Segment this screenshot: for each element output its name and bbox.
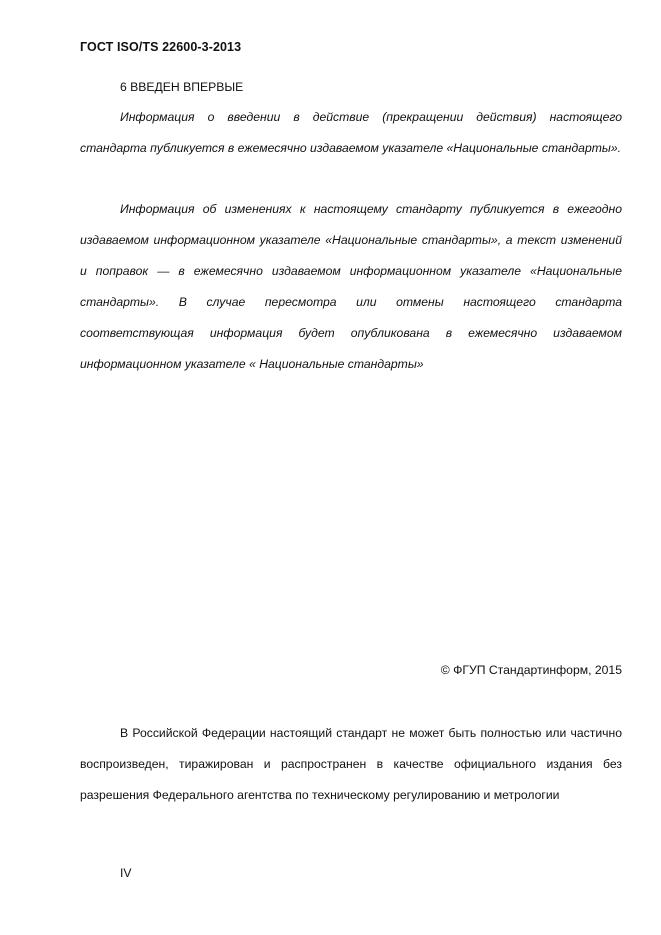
section-title: 6 ВВЕДЕН ВПЕРВЫЕ — [120, 80, 244, 94]
reproduction-notice-text: В Российской Федерации настоящий стандарт не может быть полностью или частично воспроизведен, тиражирован и распространен в качестве официального издания без разрешения Федерального агентства по техническому регулированию и метрологии — [80, 726, 622, 802]
intro-info-text: Информация о введении в действие (прекращении действия) настоящего стандарта публикуется в ежемесячно издаваемом указателе «Национальные стандарты». — [80, 110, 622, 155]
changes-info-paragraph — [80, 194, 622, 380]
page-number: IV — [120, 866, 132, 880]
copyright-notice: © ФГУП Стандартинформ, 2015 — [440, 663, 622, 677]
document-code-header: ГОСТ ISO/TS 22600-3-2013 — [80, 40, 242, 54]
intro-info-paragraph — [80, 102, 622, 164]
reproduction-notice-paragraph — [80, 718, 622, 811]
changes-info-text: Информация об изменениях к настоящему стандарту публикуется в ежегодно издаваемом информационном указателе «Национальные стандарты», а текст изменений и поправок — в ежемесячно издаваемом информационном указателе «Национальные стандарты». В случае пересмотра или отмены настоящего стандарта соответствующая информация будет опубликована в ежемесячно издаваемом информационном указателе « Национальные стандарты» — [80, 202, 622, 371]
